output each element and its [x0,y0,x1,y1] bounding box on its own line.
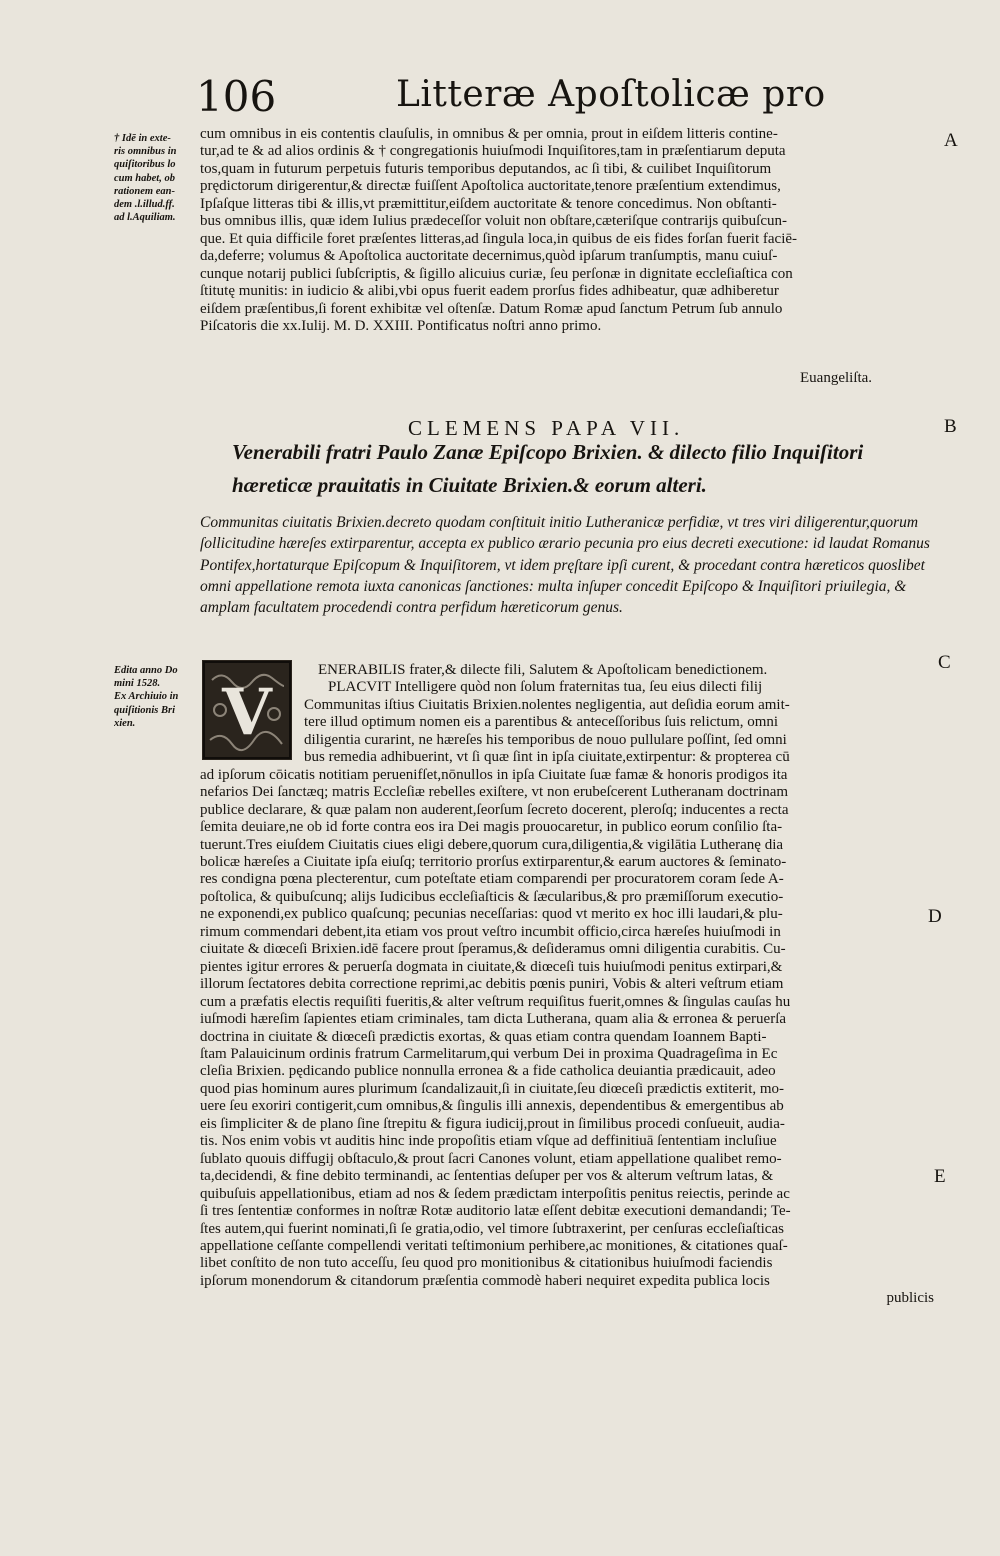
margin-line: Ex Archiuio in [114,691,179,703]
margin-line: quiſitoribus lo [114,159,176,171]
text-line: ad ipſorum cōicatis notitiam peruenifſet,nōnullos in ipſa Ciuitate ſuæ famæ & honoris prodigos ita [200,766,788,783]
text-block-2 [200,662,934,1308]
text-line: diligentia curarint, ne hæreſes his temporibus de nouo pullulare poſſint, ſed omni [304,731,787,748]
text-line: cum omnibus in eis contentis clauſulis, in omnibus & per omnia, prout in eiſdem litteris contine- [200,126,778,142]
letter-summary: Communitas ciuitatis Brixien.decreto quodam conſtituit initio Lutheranicæ perfidiæ, vt tres viri diligerentur,quorum ſollicitudine hæreſes extirparentur, accepta ex publico ærario pecunia pro eius decreti executione: id laudat Romanus Pontifex,hortaturque Epiſcopum & Inquiſitorem, vt idem pręſtare ipſi curent, & procedant contra hæreticos quoslibet omni appellatione remota iuxta canonicas ſanctiones: multa inſuper concedit Epiſcopo & Inquiſitori priuilegia, & amplam facultatem procedendi contra perfidum hæreticorum genus. [200,514,930,617]
text-line: ENERABILIS frater,& dilecte fili, Salutem & Apoſtolicam benedictionem. [318,662,768,678]
text-line: cleſia Brixien. pędicando publice nonnulla erronea & a fide catholica deuiantia prædicauit, adeo [200,1063,776,1080]
text-line: tos,quam in futurum perpetuis futuris temporibus deputandos, ac ſi tibi, & cuilibet Inquiſitorum [200,160,772,177]
text-line: PLACVIT Intelligere quòd non ſolum fraternitas tua, ſeu eius dilecti filij [328,679,763,696]
text-line: doctrina in ciuitate & diœceſi prædictis exortas, & quas etiam contra quendam Ioannem Bapti- [200,1028,767,1045]
margin-line: dem .l.illud.ff. [114,199,175,211]
margin-line: quiſitionis Bri [114,704,175,716]
margin-note-2 [114,664,198,730]
letter-address: Venerabili fratri Paulo Zanæ Epiſcopo Brixien. & dilecto filio Inquiſitori hæreticæ prauitatis in Ciuitate Brixien.& eorum alteri. [232,440,864,497]
text-line: illorum ſectatores debita correctione reprimi,ac debitis pœnis puniri, Vobis & alteri veſtrum etiam [200,976,784,993]
margin-line: Edita anno Do [114,665,178,676]
margin-line: mini 1528. [114,678,161,690]
text-line: libet conſtito de non tuto acceſſu, ſeu quod pro monitionibus & citationibus huiuſmodi faciendis [200,1255,773,1272]
text-line: ipſorum monendorum & citandorum præſentia commodè haberi nequiret expedita publica locis [200,1272,770,1289]
text-line: nefarios Dei ſanctæq; matris Eccleſiæ rebelles exiſtere, vt non erubeſcerent Lutheranam doctrinam [200,784,789,801]
text-line: ſemita deuiare,ne ob id forte contra eos ira Dei magis prouocaretur, in publico eorum conſilio ſta- [200,819,783,836]
text-line: da,deferre; volumus & Apoſtolica auctoritate decernimus,quòd ipſarum tranſumptis, manu cuiuſ- [200,248,778,265]
dropcap-letter: V [222,675,272,750]
text-line: cunque notarij publici ſubſcriptis, & ſigillo alicuius curiæ, ſeu perſonæ in dignitate eccleſiaſtica con [200,265,793,282]
section-letter-e: E [934,1166,946,1187]
text-line: tuerunt.Tres eiuſdem Ciuitatis ciues eligi debere,quorum cura,diligentia,& vigilātia Lutheranę dia [200,836,784,853]
text-line: quibuſuis appellationibus, etiam ad nos & ſedem prædictam interpoſitis penitus reiectis, perinde ac [200,1185,790,1202]
section-letter-d: D [928,906,942,927]
text-line: que. Et quia difficile foret præſentes litteras,ad ſingula loca,in quibus de eis fides forſan fuerit faciē- [200,230,798,247]
text-block-1 [200,126,934,335]
text-line: cum a præfatis electis requiſiti fueritis,& alter veſtrum requiſitus fuerit,omnes & ſingulas cauſas hu [200,993,791,1010]
margin-line: ad l.Aquiliam. [114,212,176,224]
section-letter-b: B [944,416,957,437]
text-line: bus omnibus illis, quæ idem Iulius prædeceſſor voluit non obſtare,cæteriſque contrarijs quibuſcun- [200,213,787,230]
text-line: poſtolica, & quibuſcunq; alijs Iudicibus eccleſiaſticis & ſæcularibus,& pro præmiſſorum executio- [200,888,784,905]
pope-heading: CLEMENS PAPA VII. [408,416,685,440]
text-line: tere illud optimum nomen eis a parentibus & anteceſſoribus ſuis relictum, omni [304,714,779,731]
margin-line: cum habet, ob [114,172,175,184]
text-line: eis ſimpliciter & de plano ſine ſtrepitu & figura iudicij,prout in ſimilibus procedi conſueuit, audia- [200,1115,785,1132]
text-line: quod pias hominum aures plurimum ſcandalizauit,ſi in ciuitate,ſeu diœceſi prædictis extiterit, mo- [200,1080,785,1097]
text-line: res condigna pœna plecterentur, cum poteſtate etiam comparendi per procuratorem coram ſede A- [200,871,784,888]
section-letter-a: A [944,130,958,151]
text-line: appellatione ceſſante compellendi veritati teſtimonium perhibere,ac monitiones, & citationes quaſ- [200,1237,788,1254]
margin-line: † Idē in exte- [114,133,171,144]
text-line: iuſmodi hæreſim ſapientes etiam criminales, tam dicta Lutherana, quam alia & erronea & peruerſa [200,1011,787,1028]
text-line: prędictorum dirigerentur,& directæ fuiſſent Apoſtolica auctoritate,tenore præſentium extendimus, [200,178,781,195]
text-line: ciuitate & diœceſi Brixien.idē facere prout ſperamus,& deſideramus omni diligentia curabitis. Cu- [200,941,786,958]
text-line: bus remedia adhibuerint, vt ſi quæ ſint in ipſa ciuitate,extirpentur: & propterea cū [304,749,790,766]
section-letter-c: C [938,652,951,673]
running-title: Litteræ Apoſtolicæ pro [396,74,826,115]
text-line: ne exponendi,ex publico quaſcunq; pecunias neceſſarias: quod vt merito ex hoc illi laudari,& plu- [200,906,783,923]
text-line: ſtam Palauicinum ordinis fratrum Carmelitarum,qui verbum Dei in proxima Quadrageſima in Ec [200,1045,778,1062]
catchword: publicis [886,1290,934,1307]
text-line: Piſcatoris die xx.Iulij. M. D. XXIII. Pontificatus noſtri anno primo. [200,317,602,334]
text-line: ſublato quouis diffugij obſtaculo,& prout ſacri Canones volunt, etiam appellatione qualibet remo- [200,1150,782,1167]
margin-line: xien. [114,717,136,729]
text-line: rimum commendari debent,ita etiam vos prout veſtro incumbit officio,circa hæreſes huiuſmodi in [200,923,781,940]
text-line: eiſdem præſentibus,ſi forent exhibitæ vel oſtenſæ. Datum Romæ apud ſanctum Petrum ſub annulo [200,300,783,317]
text-line: tur,ad te & ad alios ordinis & † congregationis huiuſmodi Inquiſitores,tam in præſentiarum deputa [200,143,786,160]
text-line: uere ſeu exoriri contigerit,cum omnibus,& ſingulis illi annexis, dependentibus & emergentibus ab [200,1098,784,1115]
text-line: pientes igitur errores & peruerſa dogmata in ciuitate,& diœceſi tuis huiuſmodi penitus extirpari,& [200,958,783,975]
text-line: publice declarare, & quæ palam non auderent,ſeorſum ſecreto docerent, pleroſq; inducentes a recta [200,801,789,818]
text-line: Ipſaſque litteras tibi & illis,vt præmittitur,eiſdem auctoritate & tenore concedimus. Non obſtanti- [200,195,777,212]
margin-line: rationem ean- [114,185,175,197]
text-line: ſtitutę munitis: in iudicio & alibi,vbi opus fuerit eadem prorſus fides adhibeatur, quæ adhiberetur [200,283,779,300]
text-line: Communitas iſtius Ciuitatis Brixien.nolentes negligentia, aut deſidia eorum amit- [304,696,790,713]
text-line: tis. Nos enim vobis vt auditis hinc inde propoſitis etiam vſque ad deffinitiuā ſententiam incluſiue [200,1133,777,1150]
text-line: ſi tres ſententiæ conformes in noſtræ Rotæ auditorio latæ eſſent debitæ executioni demandandi; Te- [200,1203,791,1220]
signature: Euangeliſta. [800,370,873,386]
page-number: 106 [196,72,277,121]
margin-line: ris omnibus in [114,146,177,158]
text-line: ta,decidendi, & fine debito terminandi, ac ſententias deſuper per vos & alterum veſtrum latas, & [200,1168,774,1185]
margin-note-1 [114,132,198,224]
text-line: ſtes autem,qui fuerint nominati,ſi ſe gratia,odio, vel timore ſubtraxerint, per cenſuras eccleſiaſticas [200,1220,784,1237]
text-line: bolicæ hæreſes a Ciuitate ipſa eiuſq; territorio prorſus extirparentur,& earum auctores & ſeminato- [200,853,787,870]
